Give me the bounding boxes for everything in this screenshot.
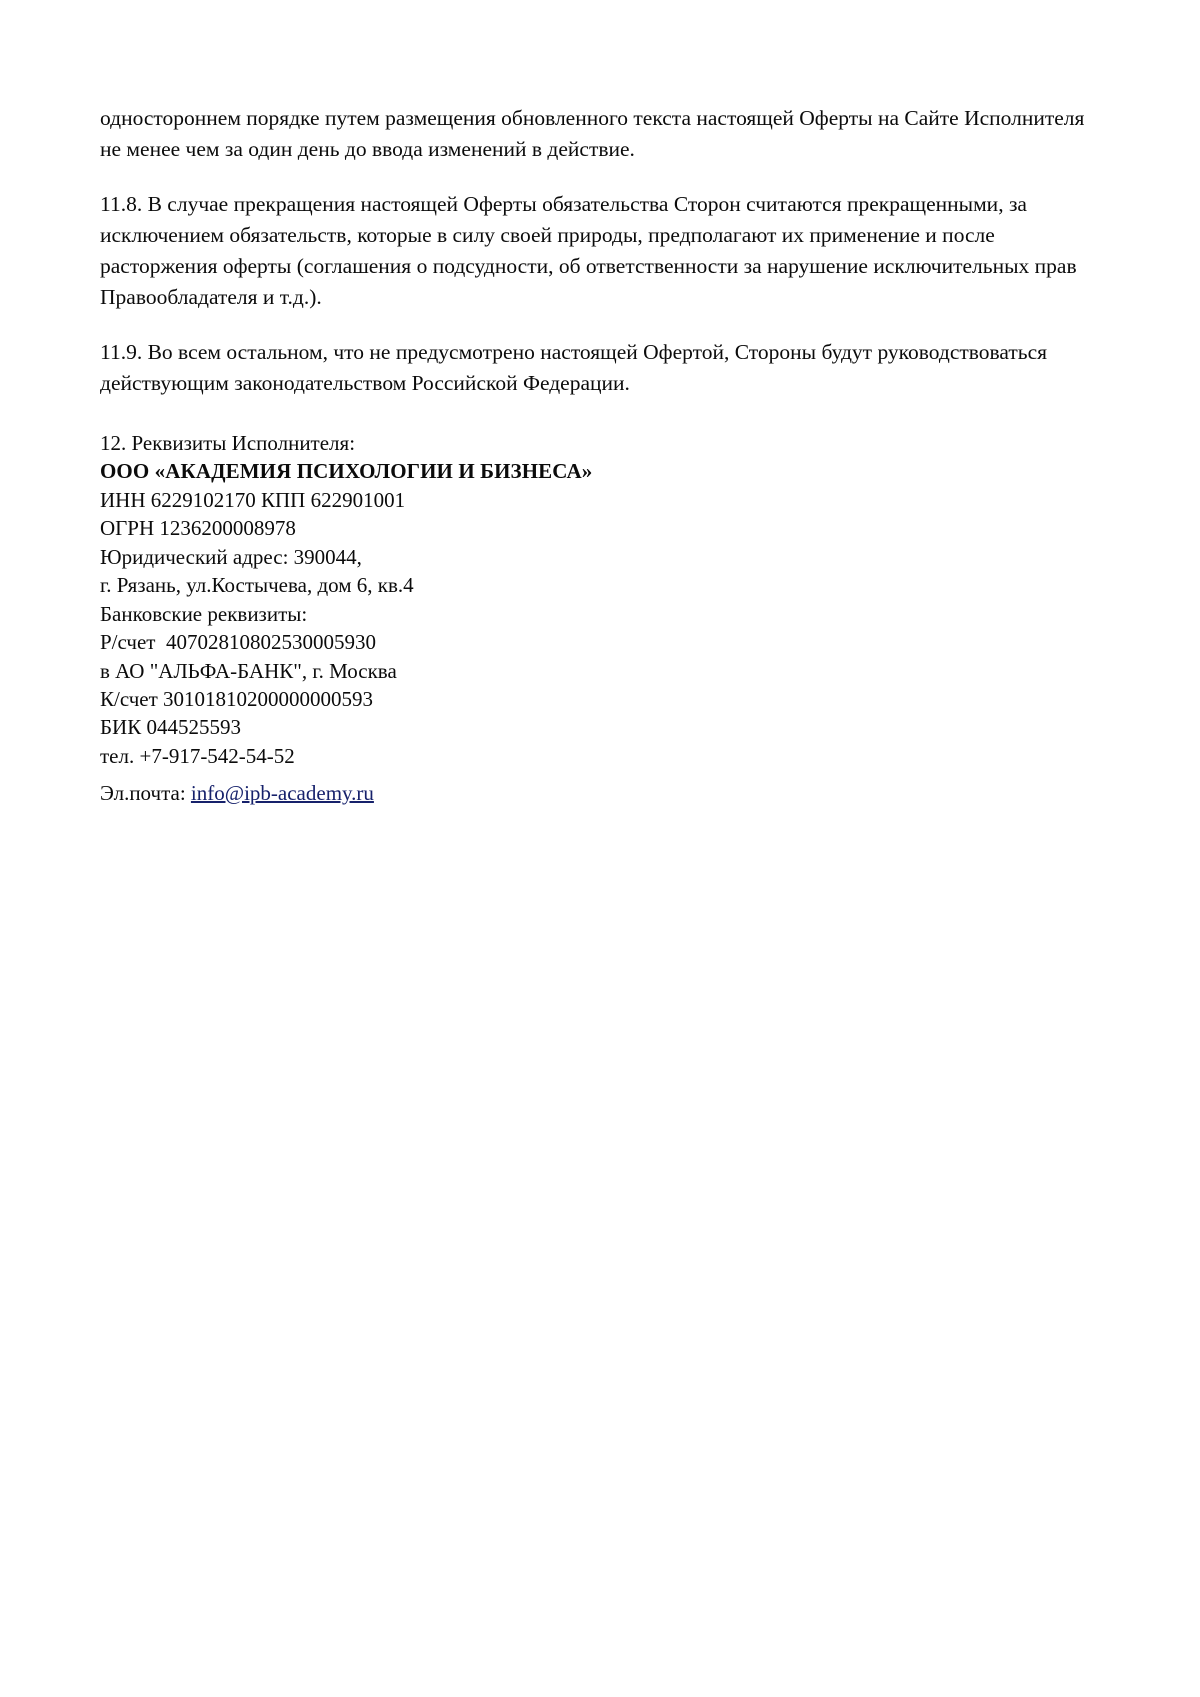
bank-name-line: в АО "АЛЬФА-БАНК", г. Москва xyxy=(100,658,397,683)
phone-line: тел. +7-917-542-54-52 xyxy=(100,743,295,768)
email-label: Эл.почта: xyxy=(100,781,191,806)
paragraph-continuation: одностороннем порядке путем размещения обновленного текста настоящей Оферты на Сайте Исполнителя не менее чем за один день до ввода изменений в действие. xyxy=(100,106,1085,161)
ogrn-line: ОГРН 1236200008978 xyxy=(100,516,296,541)
settlement-account-line: Р/счет 40702810802530005930 xyxy=(100,630,376,655)
paragraph-clause-11-8: 11.8. В случае прекращения настоящей Оферты обязательства Сторон считаются прекращенными, за исключением обязательств, которые в силу своей природы, предполагают их применение и после расторжения оферты (соглашения о подсудности, об ответственности за нарушение исключительных прав Правообладателя и т.д.). xyxy=(100,192,1077,309)
legal-address-city-line: г. Рязань, ул.Костычева, дом 6, кв.4 xyxy=(100,573,414,598)
bik-line: БИК 044525593 xyxy=(100,715,241,740)
inn-kpp-line: ИНН 6229102170 КПП 622901001 xyxy=(100,487,406,512)
bank-details-label: Банковские реквизиты: xyxy=(100,601,308,626)
page-content xyxy=(100,103,1100,808)
requisites-block xyxy=(100,429,1100,808)
paragraph-clause-11-9: 11.9. Во всем остальном, что не предусмотрено настоящей Офертой, Стороны будут руководствоваться действующим законодательством Российской Федерации. xyxy=(100,340,1048,396)
legal-address-line: Юридический адрес: 390044, xyxy=(100,544,362,569)
company-name: ООО «АКАДЕМИЯ ПСИХОЛОГИИ И БИЗНЕСА» xyxy=(100,459,593,484)
requisites-heading: 12. Реквизиты Исполнителя: xyxy=(100,430,356,455)
correspondent-account-line: К/счет 30101810200000000593 xyxy=(100,686,374,711)
email-line xyxy=(100,779,1100,807)
email-link[interactable]: info@ipb-academy.ru xyxy=(190,781,374,806)
